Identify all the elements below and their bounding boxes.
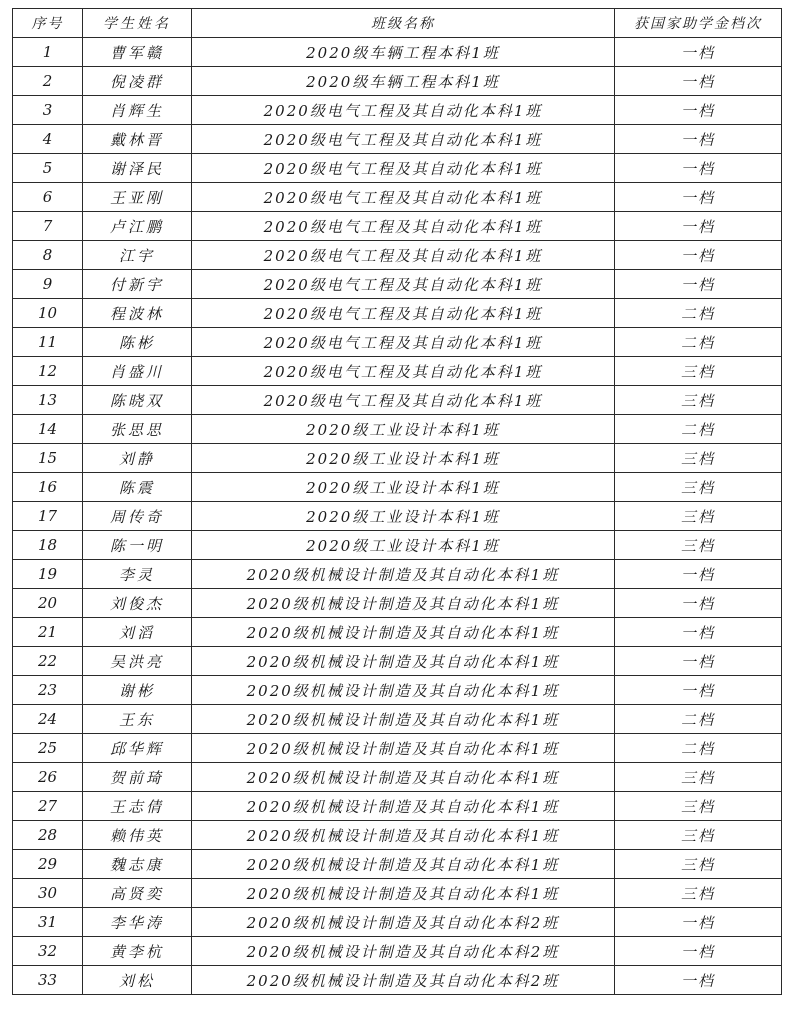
- class-name-cell: 2020级电气工程及其自动化本科1班: [192, 183, 615, 212]
- serial-number-cell: 26: [13, 763, 83, 792]
- table-row: [13, 125, 782, 154]
- class-name-cell: 2020级车辆工程本科1班: [192, 67, 615, 96]
- grant-level-cell: 二档: [615, 299, 782, 328]
- class-name-cell: 2020级机械设计制造及其自动化本科1班: [192, 850, 615, 879]
- table-row: [13, 270, 782, 299]
- table-row: [13, 879, 782, 908]
- table-row: [13, 212, 782, 241]
- student-name-cell: 王亚刚: [83, 183, 192, 212]
- student-name-cell: 陈彬: [83, 328, 192, 357]
- serial-number-cell: 13: [13, 386, 83, 415]
- table-row: [13, 299, 782, 328]
- student-name-cell: 刘静: [83, 444, 192, 473]
- student-name-cell: 魏志康: [83, 850, 192, 879]
- class-name-cell: 2020级电气工程及其自动化本科1班: [192, 357, 615, 386]
- grant-level-cell: 三档: [615, 473, 782, 502]
- class-name-cell: 2020级机械设计制造及其自动化本科1班: [192, 560, 615, 589]
- grant-level-cell: 三档: [615, 444, 782, 473]
- table-row: [13, 38, 782, 67]
- student-name-cell: 吴洪亮: [83, 647, 192, 676]
- table-row: [13, 96, 782, 125]
- class-name-cell: 2020级机械设计制造及其自动化本科1班: [192, 821, 615, 850]
- student-name-cell: 邱华辉: [83, 734, 192, 763]
- serial-number-cell: 5: [13, 154, 83, 183]
- grant-level-cell: 三档: [615, 763, 782, 792]
- table-row: [13, 183, 782, 212]
- serial-number-cell: 11: [13, 328, 83, 357]
- grant-level-cell: 一档: [615, 966, 782, 995]
- serial-number-cell: 29: [13, 850, 83, 879]
- serial-number-cell: 10: [13, 299, 83, 328]
- class-name-cell: 2020级电气工程及其自动化本科1班: [192, 96, 615, 125]
- grant-level-cell: 一档: [615, 560, 782, 589]
- grant-level-cell: 一档: [615, 270, 782, 299]
- table-row: [13, 415, 782, 444]
- table-row: [13, 531, 782, 560]
- class-name-cell: 2020级车辆工程本科1班: [192, 38, 615, 67]
- grant-level-cell: 三档: [615, 850, 782, 879]
- table-row: [13, 560, 782, 589]
- serial-number-cell: 1: [13, 38, 83, 67]
- table-row: [13, 502, 782, 531]
- serial-number-cell: 23: [13, 676, 83, 705]
- class-name-cell: 2020级机械设计制造及其自动化本科1班: [192, 763, 615, 792]
- grant-level-cell: 三档: [615, 357, 782, 386]
- serial-number-cell: 31: [13, 908, 83, 937]
- grant-level-cell: 一档: [615, 241, 782, 270]
- class-name-cell: 2020级电气工程及其自动化本科1班: [192, 299, 615, 328]
- serial-number-cell: 18: [13, 531, 83, 560]
- table-row: [13, 67, 782, 96]
- serial-number-cell: 9: [13, 270, 83, 299]
- table-row: [13, 676, 782, 705]
- class-name-cell: 2020级工业设计本科1班: [192, 473, 615, 502]
- student-name-cell: 戴林晋: [83, 125, 192, 154]
- table-row: [13, 937, 782, 966]
- class-name-cell: 2020级电气工程及其自动化本科1班: [192, 241, 615, 270]
- serial-number-cell: 17: [13, 502, 83, 531]
- table-row: [13, 386, 782, 415]
- student-name-cell: 李灵: [83, 560, 192, 589]
- student-name-cell: 陈晓双: [83, 386, 192, 415]
- class-name-cell: 2020级机械设计制造及其自动化本科2班: [192, 966, 615, 995]
- grant-level-cell: 一档: [615, 96, 782, 125]
- serial-number-cell: 32: [13, 937, 83, 966]
- student-name-cell: 刘俊杰: [83, 589, 192, 618]
- student-name-cell: 曹军赣: [83, 38, 192, 67]
- student-name-cell: 周传奇: [83, 502, 192, 531]
- student-name-cell: 陈震: [83, 473, 192, 502]
- serial-number-cell: 24: [13, 705, 83, 734]
- header-serial-number: 序号: [13, 9, 83, 38]
- table-row: [13, 473, 782, 502]
- table-row: [13, 618, 782, 647]
- table-row: [13, 850, 782, 879]
- grant-level-cell: 一档: [615, 937, 782, 966]
- grant-level-cell: 一档: [615, 67, 782, 96]
- student-name-cell: 刘松: [83, 966, 192, 995]
- table-row: [13, 647, 782, 676]
- serial-number-cell: 14: [13, 415, 83, 444]
- student-name-cell: 贺前琦: [83, 763, 192, 792]
- class-name-cell: 2020级机械设计制造及其自动化本科1班: [192, 618, 615, 647]
- serial-number-cell: 7: [13, 212, 83, 241]
- class-name-cell: 2020级电气工程及其自动化本科1班: [192, 386, 615, 415]
- table-row: [13, 328, 782, 357]
- class-name-cell: 2020级机械设计制造及其自动化本科1班: [192, 879, 615, 908]
- table-row: [13, 705, 782, 734]
- table-row: [13, 734, 782, 763]
- student-name-cell: 王东: [83, 705, 192, 734]
- serial-number-cell: 16: [13, 473, 83, 502]
- table-row: [13, 908, 782, 937]
- serial-number-cell: 4: [13, 125, 83, 154]
- class-name-cell: 2020级机械设计制造及其自动化本科1班: [192, 676, 615, 705]
- grant-level-cell: 一档: [615, 908, 782, 937]
- grant-level-cell: 二档: [615, 734, 782, 763]
- grant-level-cell: 一档: [615, 647, 782, 676]
- grant-level-cell: 一档: [615, 618, 782, 647]
- grant-level-cell: 三档: [615, 879, 782, 908]
- grant-level-cell: 一档: [615, 212, 782, 241]
- class-name-cell: 2020级机械设计制造及其自动化本科1班: [192, 647, 615, 676]
- serial-number-cell: 25: [13, 734, 83, 763]
- table-row: [13, 154, 782, 183]
- student-name-cell: 付新宇: [83, 270, 192, 299]
- student-name-cell: 卢江鹏: [83, 212, 192, 241]
- grant-recipients-table: [12, 8, 782, 995]
- grant-level-cell: 三档: [615, 821, 782, 850]
- serial-number-cell: 6: [13, 183, 83, 212]
- table-row: [13, 589, 782, 618]
- serial-number-cell: 3: [13, 96, 83, 125]
- table-header-row: [13, 9, 782, 38]
- class-name-cell: 2020级电气工程及其自动化本科1班: [192, 212, 615, 241]
- student-name-cell: 赖伟英: [83, 821, 192, 850]
- grant-level-cell: 二档: [615, 328, 782, 357]
- table-row: [13, 821, 782, 850]
- student-name-cell: 李华涛: [83, 908, 192, 937]
- grant-level-cell: 三档: [615, 792, 782, 821]
- header-student-name: 学生姓名: [83, 9, 192, 38]
- serial-number-cell: 20: [13, 589, 83, 618]
- student-name-cell: 王志倩: [83, 792, 192, 821]
- grant-level-cell: 一档: [615, 589, 782, 618]
- grant-level-cell: 一档: [615, 183, 782, 212]
- grant-level-cell: 二档: [615, 705, 782, 734]
- serial-number-cell: 27: [13, 792, 83, 821]
- grant-level-cell: 一档: [615, 38, 782, 67]
- student-name-cell: 肖盛川: [83, 357, 192, 386]
- student-name-cell: 陈一明: [83, 531, 192, 560]
- student-name-cell: 高贤奕: [83, 879, 192, 908]
- grant-level-cell: 三档: [615, 502, 782, 531]
- class-name-cell: 2020级电气工程及其自动化本科1班: [192, 154, 615, 183]
- class-name-cell: 2020级机械设计制造及其自动化本科2班: [192, 937, 615, 966]
- class-name-cell: 2020级机械设计制造及其自动化本科1班: [192, 589, 615, 618]
- grant-level-cell: 一档: [615, 154, 782, 183]
- student-name-cell: 倪凌群: [83, 67, 192, 96]
- serial-number-cell: 33: [13, 966, 83, 995]
- student-name-cell: 刘滔: [83, 618, 192, 647]
- class-name-cell: 2020级工业设计本科1班: [192, 531, 615, 560]
- student-name-cell: 江宇: [83, 241, 192, 270]
- class-name-cell: 2020级机械设计制造及其自动化本科2班: [192, 908, 615, 937]
- student-name-cell: 张思思: [83, 415, 192, 444]
- student-name-cell: 谢泽民: [83, 154, 192, 183]
- table-row: [13, 444, 782, 473]
- table-row: [13, 357, 782, 386]
- grant-level-cell: 一档: [615, 125, 782, 154]
- serial-number-cell: 15: [13, 444, 83, 473]
- class-name-cell: 2020级机械设计制造及其自动化本科1班: [192, 705, 615, 734]
- class-name-cell: 2020级机械设计制造及其自动化本科1班: [192, 792, 615, 821]
- serial-number-cell: 8: [13, 241, 83, 270]
- student-name-cell: 肖辉生: [83, 96, 192, 125]
- grant-level-cell: 一档: [615, 676, 782, 705]
- serial-number-cell: 19: [13, 560, 83, 589]
- class-name-cell: 2020级电气工程及其自动化本科1班: [192, 270, 615, 299]
- grant-level-cell: 三档: [615, 386, 782, 415]
- grant-level-cell: 二档: [615, 415, 782, 444]
- class-name-cell: 2020级电气工程及其自动化本科1班: [192, 328, 615, 357]
- class-name-cell: 2020级工业设计本科1班: [192, 415, 615, 444]
- student-name-cell: 黄李杭: [83, 937, 192, 966]
- student-name-cell: 程波林: [83, 299, 192, 328]
- table-row: [13, 966, 782, 995]
- serial-number-cell: 2: [13, 67, 83, 96]
- serial-number-cell: 12: [13, 357, 83, 386]
- serial-number-cell: 22: [13, 647, 83, 676]
- class-name-cell: 2020级电气工程及其自动化本科1班: [192, 125, 615, 154]
- class-name-cell: 2020级工业设计本科1班: [192, 444, 615, 473]
- cropped-title-fragment: [0, 0, 792, 8]
- table-body: [13, 38, 782, 995]
- serial-number-cell: 28: [13, 821, 83, 850]
- student-name-cell: 谢彬: [83, 676, 192, 705]
- header-grant-level: 获国家助学金档次: [615, 9, 782, 38]
- class-name-cell: 2020级机械设计制造及其自动化本科1班: [192, 734, 615, 763]
- header-class-name: 班级名称: [192, 9, 615, 38]
- serial-number-cell: 21: [13, 618, 83, 647]
- table-row: [13, 792, 782, 821]
- table-row: [13, 241, 782, 270]
- serial-number-cell: 30: [13, 879, 83, 908]
- class-name-cell: 2020级工业设计本科1班: [192, 502, 615, 531]
- grant-level-cell: 三档: [615, 531, 782, 560]
- table-row: [13, 763, 782, 792]
